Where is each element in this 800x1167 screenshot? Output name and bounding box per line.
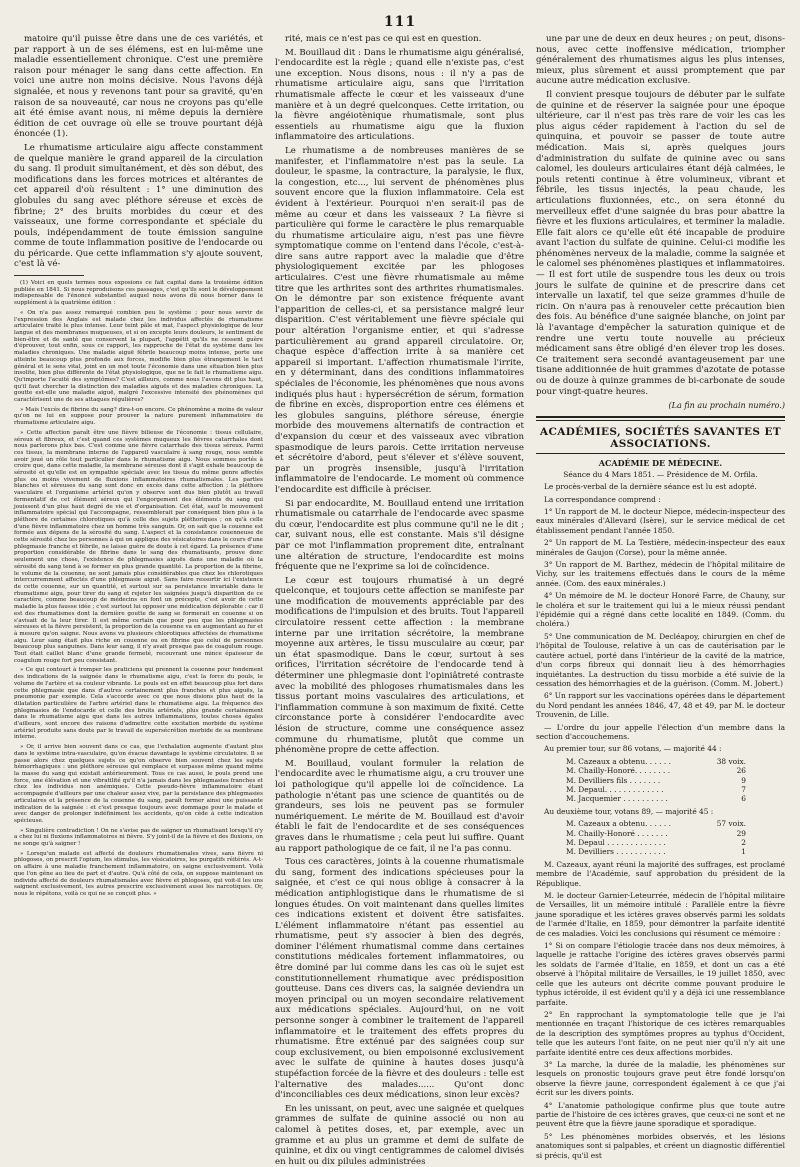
vote-table-round-2 — [566, 819, 785, 857]
note: 5° Une communication de M. Decléapoy, chirurgien en chef de l'hôpital de Toulouse, relative à un cas de cautérisation par le cautère actuel, porté dans l'intérieur de la cavité de la matrice, d'un corps fibreux qui donnait lieu à des hémorrhagies inquiétantes. La destruction du tissu morbide a été suivie de la cessation des hémorrhagies et de la guérison. (Comm. M. Jobert.) — [536, 631, 785, 688]
footnote: » Ce qui contourt à tromper les praticiens qui prennent la couenne pour fondement des indications de la saignée dans le rhumatisme aigu, c'est la force du pouls, le volume de l'artère et sa couleur vibrante. Le pouls est en effet beaucoup plus fort dans cette phlegmasie que dans d'autres certainement plus franches et plus aiguës, la pneumonie par exemple. Cela s'accorde avec ce que nous disions plus haut de la dilatation particulière de l'arbre artériel dans le rhumatisme aigu. La fréquence des phlegmasies de l'endocarde et celle des bruits artériels, plus grande certainement dans le rhumatisme aigu que dans les autres inflammations, toutes choses égales d'ailleurs, sont encore des raisons d'admettre cette excitation morbide du système artériel produite sans doute par le travail de supersécrétion morbide de sa membrane interne. — [14, 667, 263, 741]
session-notes-continued — [536, 860, 785, 1160]
continuation-note: (La fin au prochain numéro.) — [668, 401, 785, 411]
column-3 — [536, 34, 785, 1160]
vote-row — [566, 794, 756, 803]
candidate-name: M. Chailly-Honoré. . . . . . . . — [566, 766, 671, 776]
candidate-name: M. Chailly-Honoré . . . . . . . — [566, 828, 668, 838]
footnote: » Cette affection paraît être une fièvre bilieuse de l'économie : tissus cellulaire, séreux et fibreux, et c'est quand ces systèmes muqueux les fièvres catarrhales dont nous parlerons plus bas. C'est comme une fièvre catarrhale des tissus séreux. Parmi ces tissus, la membrane interne de l'appareil vasculaire à sang rouge, nous semble avoir joué un rôle tout particulier dans le rhumatisme aigu. Nous sommes portés à croire que, dans cette maladie, la membrane séreuse dont il s'agit exhale beaucoup de sérosité et qu'elle est en sympathie spéciale avec les tissus du même genre affectés plus ou moins vivement de fluxions inflammatoires rhumatismales. Les parties blanches et séreuses du sang sont donc en excès dans cette affection ; la pléthore vasculaire et l'organisme artériel qu'on y observe sont dus bien plutôt au travail fermentatif de cet élément séreux qui l'engorgement des éléments du sang qui jouissent d'un plus haut degré de vie et d'organisation. Cet état, sauf le mouvement inflammatoire spécial qui l'accompagne, ressemblerait par conséquent bien plus à la pléthore de certaines chlorotiques qu'à celle des sujets pléthoriques ; on qu'à celle d'une fièvre inflammatoire chez un homme très sanguin. Or, on sait que la couenne est formée aux dépens de la sérosité du sang. L'aspect et la consistance couenneuse de cette sérosité chez les personnes à qui on applique des vésicatoires dans le cours d'une phlegmasie franche et fébrile, ne laisse guère de doute à cet égard. La présence d'une proportion considérable de fibrine dans le sang des rhumatisants, prouve donc seulement une chose, l'existence de phlegmasies aiguës dans une maladie où la sérosité du sang tend à se former en plus grande quantité. La proportion de la fibrine, le volume de la couenne, ne sont jamais plus considérables que chez les chlorotiques intercurremment affectés d'une phlegmasie aiguë. Sans faire ressortir ici l'existence de cette couenne, sur un quantité, et surtout sur sa persistance invariable dans le rhumatisme aigu, pour tirer du sang et rejeter les saignées jusqu'à disparition de ce caractère, comme beaucoup de médecins en font un précepte, c'est avoir de cette maladie la plus fausse idée ; c'est surtout lui opposer une médication déplorable : car il est des rhumatismes dont la dernière goutte de sang se formerait en couenne si on s'avisait de la leur tirer. Il est même certain que pour peu que les phlegmasies séreuses et la fièvre persistent, la proportion de la couenne va en augmentant au fur et à mesure qu'on saigne. Nous avons vu plusieurs chlorotiques affectées de rhumatisme aigu. Leur sang était plus riche en couenne ou en fibrine que celui de personnes beaucoup plus sanguines. Dans leur sang, il n'y avait presque pas de coagulum rouge. Tout était caillot blanc d'une grande fermeté, recouvrant une mince épaisseur de coagulum rouge fort peu consistant. — [14, 429, 263, 664]
page-number: 111 — [383, 14, 417, 30]
note: Le procès-verbal de la dernière séance est lu est adopté. — [544, 482, 757, 492]
note: 2° Un rapport de M. La Testière, médecin-inspecteur des eaux minérales de Gaujon (Corse), pour la même année. — [536, 538, 785, 557]
vote-row — [566, 829, 756, 838]
footnote: « On n'a pas assez remarqué combien peu le système ; pour nous servir de l'expression des Anglais est malade chez les individus affectés de rhumatisme articulaire traité le plus intense. Leur teint pâle et mat, l'aspect physiologique de leur langue et des membranes muqueuses, et si on excepte leurs douleurs, le sentiment de bien-être et de santé que conservent la plupart, l'appétit qu'ils ne cessent guère d'éprouver, tout enfin, sous ce rapport, les rapproche de l'état du système dans les maladies chroniques. Une maladie aiguë fébrile beaucoup moins intense, porte une atteinte beaucoup plus profonde aux forces, modifie bien plus étrangement le tact général et le sens vital, joint en un mot toute l'économie dans une situation bien plus insolite, bien plus différente de l'état physiologique, que ne le fait le rhumatisme aigu. Qu'importe l'acuité des symptômes? C'est ailleurs, comme nous l'avons dit plus haut, qu'il faut chercher la distinction des maladies aiguës et des maladies chroniques. La goutte est-elle une maladie aiguë, malgré l'excessive intensité des phénomènes qui caractérisent une de ses attaques régulières? — [14, 309, 263, 404]
vote-row — [566, 847, 756, 856]
note: 4° L'anatomie pathologique confirme plus que toute autre partie de l'histoire de ces ictères graves, que ceux-ci ne sont et ne peuvent être que la fièvre jaune sporadique et sporadique. — [536, 1100, 785, 1129]
note: 3° Un rapport de M. Barthez, médecin de l'hôpital militaire de Vichy, sur les traitemens effectués dans le cours de la même année. (Com. des eaux minérales.) — [536, 560, 785, 588]
session-line: Séance du 4 Mars 1851. — Présidence de M. Orfila. — [563, 470, 758, 480]
vote-count: 29 — [736, 828, 746, 838]
footnote: » Singulière contradiction ! On ne s'avise pas de saigner un rhumatisant lorsqu'il n'y a chez lui ni fluxions inflammatoires ni fièvre. S'y joint-il de la fièvre et des fluxions, on ne songe qu'à saigner ! — [14, 827, 263, 848]
vote-count: 57 voix. — [716, 819, 746, 829]
vote-row — [566, 819, 756, 828]
vote-count: 7 — [741, 784, 746, 794]
footnote: » Mais l'excès de fibrine du sang? dira-t-on encore. Ce phénomène a moins de valeur qu'on ne lui en suppose pour prouver la nature purement inflammatoire du rhumatisme articulaire aigu. — [14, 406, 263, 427]
note: 1° Un rapport de M. le docteur Niepce, médecin-inspecteur des eaux minérales d'Allevard (Isère), sur le service médical de cet établissement pendant l'année 1850. — [536, 507, 785, 535]
candidate-name: M. Jacquemier . . . . . . . . . . — [566, 794, 668, 804]
footnote-divider — [14, 275, 84, 276]
text-columns — [14, 34, 786, 1167]
candidate-name: M. Depaul. . . . . . . . . . . . . — [566, 784, 664, 794]
vote-count: 2 — [741, 838, 746, 847]
academy-heading: ACADÉMIE DE MÉDECINE. — [598, 458, 723, 469]
vote-row — [566, 757, 756, 766]
candidate-name: M. Devilliers . . . . . . . . . . . — [566, 847, 666, 857]
vote-table-round-1 — [566, 757, 785, 804]
note: 4° Un mémoire de M. le docteur Honoré Farre, de Chauny, sur le choléra et sur le traitement qui lui a le mieux réussi pendant l'épidémie qui a régné dans cette localité en 1849. (Comm. du choléra.) — [536, 591, 785, 629]
vote-count: 9 — [741, 775, 746, 785]
vote-row — [566, 785, 756, 794]
paragraph: Il convient presque toujours de débuter par le sulfate de quinine et de réserver la saignée pour une époque ultérieure, car il n'est pas très rare de voir les cas les plus aigus céder rapidement à l'action du sel de quinquina, et pouvoir se passer de toute autre médication. Mais si, après quelques jours d'administration du sulfate de quinine avec ou sans calomel, les douleurs articulaires étant déjà calmées, le pouls retenti continue à être volumineux, vibrant et fébrile, les tissus injectés, la peau chaude, les articulations fluxionnées, etc., on sera étonné du merveilleux effet d'une saignée du bras pour abattre la fièvre et les fluxions articulaires, et terminer la maladie. Elle fait alors ce qu'elle eût été incapable de produire avant l'action du sulfate de quinine. Celui-ci modifie les phénomènes nerveux de la maladie, comme la saignée et le calomel ses phénomènes plastiques et inflammatoires. — Il est fort utile de suspendre tous les deux ou trois jours le sulfate de quinine et de prescrire dans cet intervalle un laxatif, tel que seize grammes d'huile de ricin. On n'aura pas à renouveler cette précaution bien des fois. Au bénéfice d'une saignée blanche, on joint par là l'avantage d'empêcher la saturation quinique et de rendre une vertu toute nouvelle au précieux médicament sans être obligé d'en élever trop les doses. Ce traitement sera secondé avantageusement par une tisane additionnée de huit grammes d'azotate de potasse ou de douze à quinze grammes de bi-carbonate de soude pour vingt-quatre heures. — [536, 89, 785, 397]
vote-row — [566, 766, 756, 775]
vote-count: 6 — [741, 794, 746, 804]
column-1 — [14, 34, 263, 1100]
candidate-name: M. Cazeaux a obtenu. . . . . . — [566, 819, 671, 829]
paragraph: Le rhumatisme articulaire aigu affecte constamment de quelque manière le grand appareil de la circulation du sang. Il produit simultanément, et dès son début, des modifications dans les forces motrices et altérantes de cet appareil d'où résultent : 1° une diminution des globules du sang avec pléthore séreuse et excès de fibrine; 2° des bruits morbides du cœur et des vaisseaux, une forme correspondante et spéciale du pouls, indépendamment de toute émission sanguine comme de toute inflammation positive de l'endocarde ou du péricarde. Que cette inflammation s'y ajoute souvent, c'est là vé- — [14, 142, 263, 270]
note: 5° Les phénomènes morbides observés, et les lésions anatomiques sont si palpables, et créent un diagnostic différentiel si précis, qu'il est — [536, 1131, 785, 1160]
note: 3° La marche, la durée de la maladie, les phénomènes sur lesquels on pronostic toujours grave peut être fondé lorsqu'on observe la fièvre jaune, correspondent également à ce que j'ai écrit sur les divers points. — [536, 1059, 785, 1098]
candidate-name: M. Depaul . . . . . . . . . . . . . — [566, 838, 666, 847]
vote-row — [566, 838, 756, 847]
footnote: (1) Voici en quels termes nous exposions ce fait capital dans la troisième édition publiée en 1841. Si nous reproduisons ces passages, c'est qu'ils sont le développement indispensable de l'énoncé substantiel auquel nous avons dû nous borner dans le supplément à la quatrième édition : — [14, 280, 263, 307]
round-2-title: Au deuxième tour, votans 89, — majorité 45 : — [544, 806, 714, 816]
footnotes — [14, 280, 263, 898]
footnote: » Lorsqu'un malade est affecté de douleurs rhumatismales vives, sans fièvre ni phlogoses, on prescrit l'opium, les stimulus, les vésicatoires, les purgatifs réitérés. A-t-on affaire à une maladie franchement inflammatoire, on saigne exclusivement. Voilà que l'on gêne au lieu de part et d'autre. Qu'à côté de cela, on suppose maintenant un individu affecté de douleurs rhumatismales avec fièvre et phlogoses, qui voit-il les uns saignent exclusivement, les autres prescrire exclusivement aussi les narcotiques. Or, nous le répétons, voilà ce qui ne se conçoit plus. » — [14, 850, 263, 897]
paragraph: rité, mais ce n'est pas ce qui est en question. — [285, 34, 482, 44]
section-divider — [536, 416, 785, 421]
paragraph: M. Bouillaud, voulant formuler la relation de l'endocardite avec le rhumatisme aigu, a cru trouver une loi pathologique qu'il appelle loi de coïncidence. La pathologie n'étant pas une science de quantités ou de grandeurs, ses lois ne peuvent pas se formuler numériquement. Le mérite de M. Bouillaud est d'avoir établi le fait de l'endocardite et de ses conséquences graves dans le rhumatisme ; cela peut lui suffire. Quant au rapport pathologique de ce fait, il ne l'a pas connu. — [275, 758, 524, 854]
candidate-name: M. Devilliers fils . . . . . . . — [566, 775, 661, 785]
note: 2° En rapprochant la symptomatologie telle que je l'ai mentionnée en traçant l'historique de ces ictères remarquables de la description des symptômes propres au typhus d'Occident, telle que les auteurs l'ont faite, on ne peut nier qu'il n'y ait une parfaite identité entre ces deux affections morbides. — [536, 1009, 785, 1057]
vote-row — [566, 776, 756, 785]
paragraph: Le rhumatisme a de nombreuses manières de se manifester, et l'inflammatoire n'est pas la seule. La douleur, le spasme, la contracture, la paralysie, le flux, la congestion, etc..., lui servent de phénomènes plus souvent encore que la fluxion inflammatoire. Cela est évident à l'extérieur. Pourquoi n'en serait-il pas de même au cœur et dans les vaisseaux ? La fièvre si particulière qui forme le caractère le plus remarquable du rhumatisme articulaire aigu, n'est pas une fièvre symptomatique comme on l'entend dans l'école, c'est-à-dire sans autre rapport avec la maladie que d'être physiologiquement excitée par les phlogoses articulaires. C'est une fièvre rhumatismale au même titre que les arthrites sont des arthrites rhumatismales. On le démontre par son existence fréquente avant l'apparition de celles-ci, et sa persistance malgré leur disparition. C'est véritablement une fièvre spéciale qui pour altération l'organisme entier, et qui s'adresse particulièrement au grand appareil circulatoire. Or, chaque espèce d'affection irrite à sa manière cet appareil si important. L'affection rhumatismale l'irrite, en y déterminant, dans des conditions inflammatoires spéciales de l'économie, les phénomènes que nous avons indiqués plus haut : hypersécrétion de sérum, formation de fibrine en excès, disproportion entre ces élémens et les globules sanguins, pléthore séreuse, énergie morbide des mouvemens alternatifs de contraction et d'expansion du cœur et des vaisseaux avec vibration spasmodique de leurs parois. Cette irritation nerveuse et sécrétoire d'abord, peut s'élever et s'élève souvent, par un progrès insensible, jusqu'à l'irritation inflammatoire de l'endocarde. Le moment où commence l'endocardite est difficile à préciser. — [275, 145, 524, 495]
paragraph: matoire qu'il puisse être dans une de ces variétés, et par rapport à un de ses élémens, est en lui-même une maladie essentiellement chronique. C'est une première raison pour ménager le sang dans cette affection. En voici une autre non moins décisive. Nous l'avons déjà signalée, et nous y revenons tant pour sa gravité, qu'en raison de sa nouveauté, car nous ne croyons pas qu'elle ait été émise avant nous, ni même depuis la dernière édition de cet ouvrage où elle se trouve pourtant déjà énoncée (1). — [14, 34, 263, 140]
session-notes — [536, 482, 785, 754]
note: M. Cazeaux, ayant réuni la majorité des suffrages, est proclamé membre de l'Académie, sauf approbation du président de la République. — [536, 859, 785, 888]
vote-count: 1 — [741, 847, 746, 857]
paragraph: M. Bouillaud dit : Dans le rhumatisme aigu généralisé, l'endocardite est la règle ; quand elle n'existe pas, c'est une exception. Nous disons, nous : il n'y a pas de rhumatisme articulaire aigu, sans que l'irritation rhumatismale affecte le cœur et les vaisseaux d'une manière et à un degré quelconques. Cette irritation, ou la fièvre angéiotènique rhumatismale, sont plus essentiels au rhumatisme aigu que la fluxion inflammatoire des articulations. — [275, 47, 524, 143]
paragraph: Le cœur est toujours rhumatisé à un degré quelconque, et toujours cette affection se manifeste par une modification de mouvements appréciable par des modifications de l'impulsion et des bruits. Tout l'appareil circulatoire ressent cette affection : la membrane interne par une irritation sécrétoire, la membrane moyenne aux artères, le tissu musculaire au cœur, par un état spasmodique. Dans le cœur, surtout à ses orifices, l'irritation sécrétoire de l'endocarde tend à déterminer une phlegmasie dont l'opiniâtreté contraste avec la mobilité des phlogoses rhumatismales dans les tissus portant moins vasculaires des articulations, et l'inflammation commune à son maximum de fixité. Cette circonstance porte à considérer l'endocardite avec lésion de structure, comme une conséquence assez commune du rhumatisme, plutôt que comme un phénomène propre de cette affection. — [275, 575, 524, 756]
column-2 — [275, 34, 524, 1167]
paragraph: En les unissant, on peut, avec une saignée et quelques grammes de sulfate de quinine associé ou non au calomel à petites doses, et, par exemple, avec un gramme et au plus un gramme et demi de sulfate de quinine, et dix ou vingt centigrammes de calomel divisés en huit ou dix pilules administrées — [275, 1103, 524, 1167]
note: M. le docteur Garnier-Leteurrée, médecin de l'hôpital militaire de Versailles, lit un mémoire intitulé : Parallèle entre la fièvre jaune sporadique et les ictères graves observés parmi les soldats de l'armée d'Italie, en 1859, pour démontrer la parfaite identité de ces maladies. Voici les conclusions qui résument ce mémoire : — [536, 891, 785, 938]
paragraph: Tous ces caractères, joints à la couenne rhumatismale du sang, forment des indications spécieuses pour la saignée, et c'est ce qui nous oblige à consacrer à la médication antiphlogistique dans le rhumatisme de si longues études. On voit maintenant dans quelles limites ces indications existent et doivent être satisfaites. L'élément inflammatoire n'étant pas essentiel au rhumatisme, peut s'y associer à bien des degrés, dominer l'élément rhumatismal comme dans certaines constitutions médicales fortement inflammatoires, ou être dominé par lui comme dans les cas où le sujet est constitutionnellement rhumatique avec prédisposition goutteuse. Dans ces divers cas, la saignée deviendra un moyen principal ou un moyen secondaire relativement aux médications spéciales. Aujourd'hui, on ne voit personne songer à combiner le traitement de l'appareil inflammatoire et le traitement des effets propres du rhumatisme. Être exténué par des saignées coup sur coup exclusivement, ou bien empoisonné exclusivement avec le sulfate de quinine à hautes doses jusqu'à stupéfaction forcée de la fièvre et des douleurs : telle est l'alternative des malades...... Qu'ont donc d'inconciliables ces deux médications, sinon leur excès? — [275, 857, 524, 1101]
paragraph: Si par endocardite, M. Bouillaud entend une irritation rhumatismale ou catarrhale de l'endocarde avec spasme du cœur, l'endocardite est plus commune qu'il ne le dit ; car, suivant nous, elle est constante. Mais s'il désigne par ce mot l'inflammation proprement dite, entraînant une altération de structure, l'endocardite est moins fréquente que ne l'exprime sa loi de coïncidence. — [275, 498, 524, 573]
note: La correspondance comprend : — [544, 494, 661, 504]
vote-count: 26 — [736, 766, 746, 776]
footnote: » Or, il arrive bien souvent dans ce cas, que l'exhalation augmente d'autant plus dans le système intra-vasculaire, qu'on évacue davantage le système circulatoire. Il se passe alors chez quelques sujets ce qu'on observe bien souvent chez les sujets hémorrhagiques : une pléthore séreuse qui remplace et surpasse même quand même la masse du sang qui existait antérieurement. Tous ce cas aussi, le pouls prend une force, une élévation et une vibratilité qu'il n'a jamais dans les phlegmasies franches et chez les individus non anémiques. Cette pseudo-fièvre inflammatoire étant accompagnée d'ailleurs par une chaleur assez vive, par la persistance des phlegmasies articulaires et la présence de la couenne du sang, paraît former ainsi une puissante indication de la saignée : et c'est presque toujours avec dommage pour le malade et avec danger de prolonger indéfiniment les accidents, qu'on cède à cette indication spécieuse. — [14, 744, 263, 824]
vote-count: 38 voix. — [716, 756, 746, 766]
note: — L'ordre du jour appelle l'élection d'un membre dans la section d'accouchemens. — [536, 722, 785, 741]
section-title: ACADÉMIES, SOCIÉTÉS SAVANTES ET ASSOCIATIONS. — [539, 426, 782, 451]
candidate-name: M. Cazeaux a obtenu. . . . . . — [566, 756, 671, 766]
section-divider — [536, 453, 785, 454]
paragraph: une par une de deux en deux heures ; on peut, disons-nous, avec cette inoffensive médication, triompher généralement des rhumatismes aigus les plus intenses, mieux, plus sûrement et aussi promptement que par aucune autre médication exclusive. — [536, 34, 785, 87]
note: 1° Si on compare l'étiologie tracée dans nos deux mémoires, à laquelle je rattache l'origine des ictères graves observés parmi les soldats de l'armée d'Italie, en 1859, et dont un cas a été observé à l'hôpital militaire de Versailles, le 19 juillet 1850, avec celle que les auteurs ont décrite comme pouvant produire le typhus ictéroïde, il est évident qu'il y a déjà ici une ressemblance parfaite. — [536, 941, 785, 1007]
note: 6° Un rapport sur les vaccinations opérées dans le département du Nord pendant les années 1846, 47, 48 et 49, par M. le docteur Trouvenin, de Lille. — [536, 691, 785, 720]
note: Au premier tour, sur 86 votans, — majorité 44 : — [544, 744, 722, 754]
